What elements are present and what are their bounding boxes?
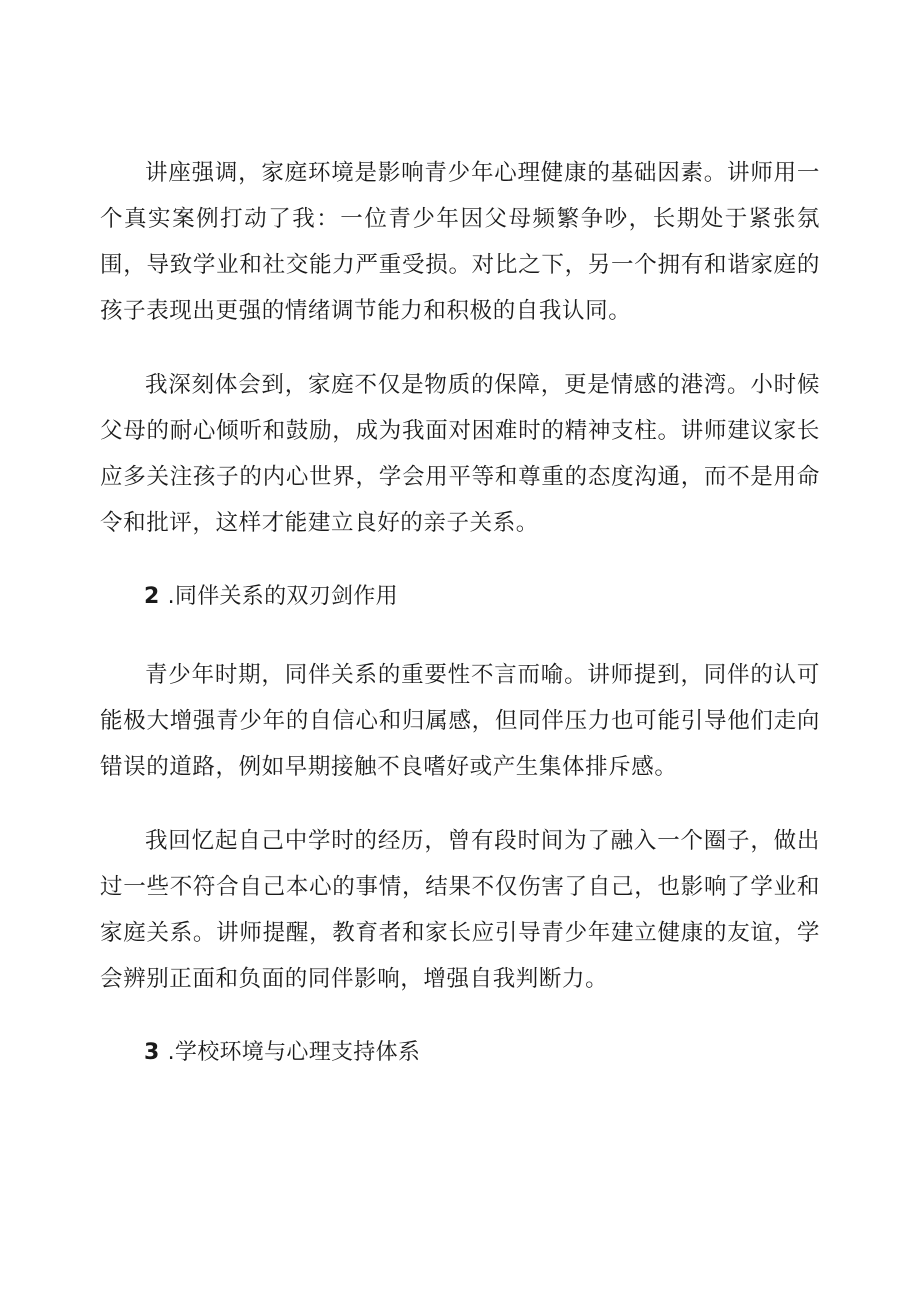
section-heading-peer-relations [100, 574, 820, 620]
paragraph-family-environment: 讲座强调，家庭环境是影响青少年心理健康的基础因素。讲师用一个真实案例打动了我：一位青少年因父母频繁争吵，长期处于紧张氛围，导致学业和社交能力严重受损。对比之下，另一个拥有和谐家庭的孩子表现出更强的情绪调节能力和积极的自我认同。 [100, 160, 820, 324]
paragraph-peer-reflection: 我回忆起自己中学时的经历，曾有段时间为了融入一个圈子，做出过一些不符合自己本心的事情，结果不仅伤害了自己，也影响了学业和家庭关系。讲师提醒，教育者和家长应引导青少年建立健康的友谊，学会辨别正面和负面的同伴影响，增强自我判断力。 [100, 828, 820, 992]
document-body [100, 150, 820, 1108]
section-heading-school-environment [100, 1030, 820, 1076]
section-title: .学校环境与心理支持体系 [167, 1040, 421, 1065]
paragraph-family-reflection: 我深刻体会到，家庭不仅是物质的保障，更是情感的港湾。小时候父母的耐心倾听和鼓励，成为我面对困难时的精神支柱。讲师建议家长应多关注孩子的内心世界，学会用平等和尊重的态度沟通，而不是用命令和批评，这样才能建立良好的亲子关系。 [100, 372, 820, 536]
section-number: 2 [144, 584, 160, 609]
paragraph-peer-relations: 青少年时期，同伴关系的重要性不言而喻。讲师提到，同伴的认可能极大增强青少年的自信心和归属感，但同伴压力也可能引导他们走向错误的道路，例如早期接触不良嗜好或产生集体排斥感。 [100, 662, 820, 780]
section-title: .同伴关系的双刃剑作用 [167, 584, 398, 609]
section-number: 3 [144, 1040, 160, 1065]
